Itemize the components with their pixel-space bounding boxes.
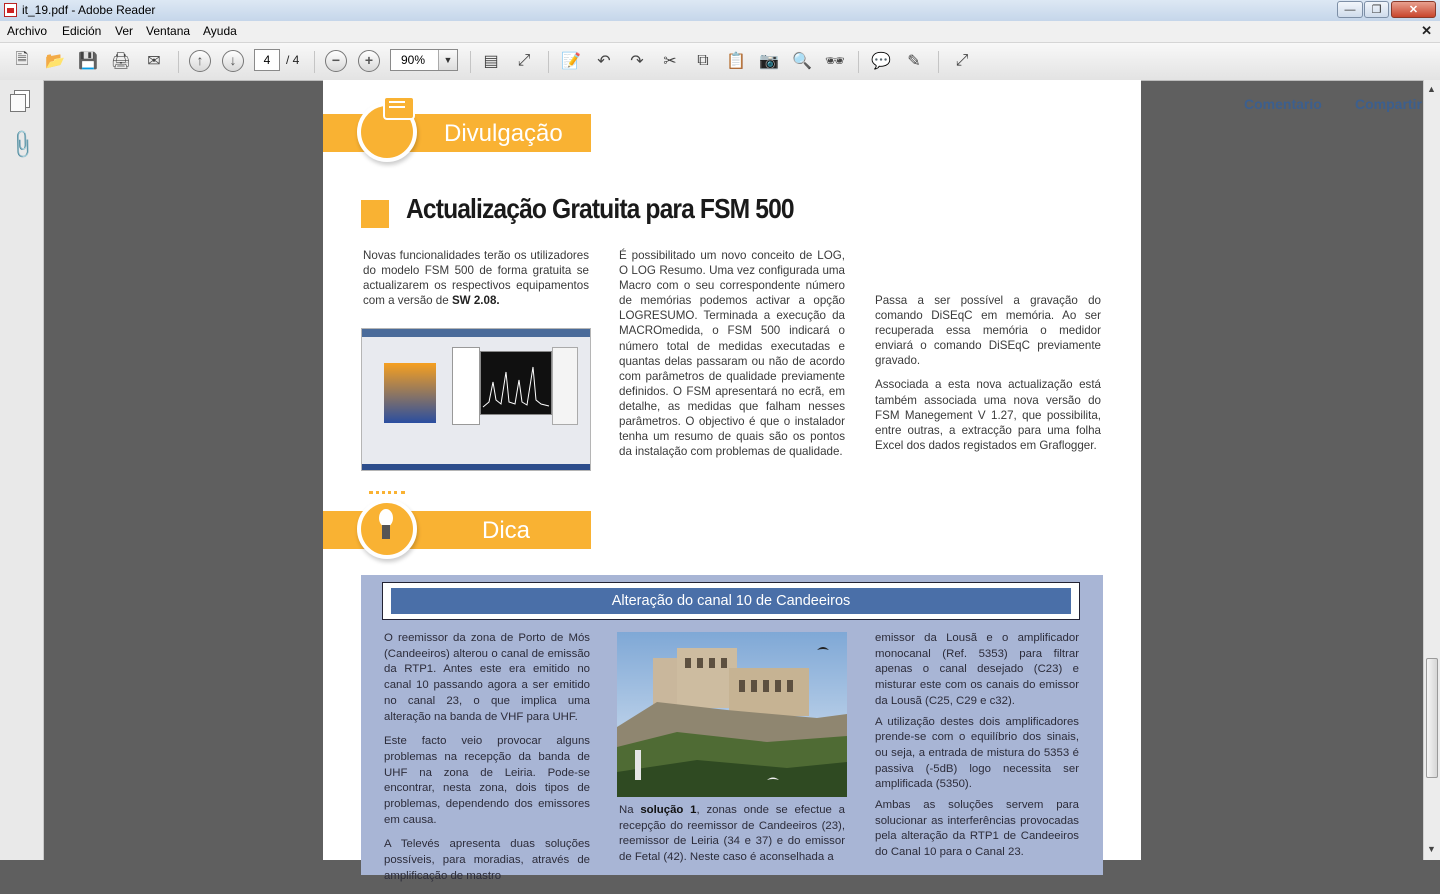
article-title: Actualização Gratuita para FSM 500 [406,193,794,224]
lightbulb-icon [357,499,417,559]
undo-icon[interactable]: ↶ [597,53,611,70]
redo-icon[interactable]: ↷ [630,53,644,70]
menu-archivo[interactable]: Archivo [7,24,48,38]
snapshot-icon[interactable]: 📷 [759,53,779,70]
spell-check-icon[interactable]: 📝 [561,53,581,70]
document-close-icon[interactable]: ✕ [1421,23,1432,38]
dica-col3 [875,631,1079,870]
dica-col1-p2: Este facto veio provocar alguns problemas na recepção da banda de UHF na zona de Leiria. Pode-se encontrar, nesta zona, dois tipos de problemas, dependendo dos emissores em causa. [384,735,590,826]
menu-ventana[interactable]: Ventana [146,24,191,38]
scroll-down-icon[interactable]: ▼ [1427,844,1436,854]
castle-photo [617,632,847,797]
minimize-icon[interactable]: — [1337,1,1363,18]
page-thumbnails-icon[interactable] [10,90,28,110]
paste-icon[interactable]: 📋 [726,53,746,70]
dica-col3-p2: A utilização destes dois amplificadores prende-se com o equilíbrio dos sinais, ou seja, a entrada de mistura do 5353 é passiva (-5dB) logo necessita ser amplificada (5350). [875,715,1079,791]
dica-col1-p1: O reemissor da zona de Porto de Mós (Candeeiros) alterou o canal de emissão da RTP1. Antes este era emitido no canal 10 passando agora a ser emitido no canal 23, o que implica uma alteração na banda de VHF para UHF. [384,632,590,723]
scroll-thumb[interactable] [1426,658,1438,778]
menu-ayuda[interactable]: Ayuda [203,24,237,38]
title-square-marker [361,200,389,228]
section-divulgacao-title: Divulgação [444,120,563,147]
chevron-down-icon[interactable]: ▼ [438,50,457,70]
article-col2 [619,248,845,459]
window-title: it_19.pdf - Adobe Reader [22,3,156,17]
create-pdf-icon[interactable]: 🗎 [15,50,29,68]
col1-version: SW 2.08. [451,294,500,308]
pdf-page [323,80,1141,882]
menu-edicion[interactable]: Edición [62,24,102,38]
dica-col3-p3: Ambas as soluções servem para solucionar as interferências provocadas pela alteração da RTP1 de Candeeiros do Canal 10 para o Canal 23. [875,799,1079,859]
article-col1 [363,248,589,308]
dica-col3-p1: emissor da Lousã e o amplificador monocanal (Ref. 5353) para filtrar apenas o canal desejado (C23) e misturar este com os canais do emissor da Lousã (C25, C29 e c32). [875,632,1079,707]
attachments-icon[interactable]: 📎 [5,128,39,162]
zoom-in-icon[interactable]: + [357,49,381,73]
menu-bar [0,21,1440,43]
share-pane-button[interactable]: Compartir [1355,96,1422,112]
dica-title: Alteração do canal 10 de Candeeiros [391,588,1071,614]
vertical-scrollbar[interactable] [1423,80,1440,860]
navigation-panel [0,80,44,860]
dica-col1-p3: A Televés apresenta duas soluções possíveis, para moradias, através de amplificação de mastro [384,838,590,882]
col3-p2: Associada a esta nova actualização está também associada uma nova versão do FSM Manegement V 1.27, que possibilita, entre outras, a extracção para uma folha Excel dos dados registados em Graflogger. [875,378,1101,452]
toolbar [0,43,1440,112]
fit-width-icon[interactable]: ⤢ [517,52,531,69]
next-page-icon[interactable]: ↓ [221,49,245,73]
maximize-icon[interactable]: ❐ [1364,1,1389,18]
comment-pane-button[interactable]: Comentario [1244,96,1322,112]
dica-col2-bold: solução 1 [640,804,697,816]
scroll-up-icon[interactable]: ▲ [1427,84,1436,94]
window-titlebar [0,0,1440,22]
save-icon[interactable]: 💾 [78,53,98,70]
copy-icon[interactable]: ⧉ [697,52,709,69]
email-icon[interactable]: ✉ [147,53,161,70]
col2-text: É possibilitado um novo conceito de LOG, O LOG Resumo. Uma vez configurada uma Macro com o seu correspondente número de memórias podemos activar a opção LOGRESUMO. Terminada a execução da MACROmedida, o FSM 500 indicará o número total de medidas executadas e quantas delas passaram ou não de acordo com parâmetros de qualidade previamente definidos. O FSM apresentará no ecrã, em detalhe, as medidas que falham nesses parâmetros. O objectivo é que o instalador tenha um resumo de quais são os pontos da instalação com problemas de qualidade. [619,249,845,459]
col3-p1: Passa a ser possível a gravação do comando DiSEqC em memória. Ao ser recuperada essa memória o medidor enviará o comando DiSEqC previamente gravado. [875,294,1101,368]
fit-page-icon[interactable]: ▤ [483,53,499,70]
dica-col2-text: , zonas onde se efectue a recepção do reemissor de Candeeiros (23), reemissor de Leiria (34 e 37) e do emissor de Fetal (42). Neste caso é aconselhada a [619,804,845,864]
dica-box [361,575,1103,882]
pdf-file-icon [4,3,17,17]
cut-icon[interactable]: ✂ [663,53,677,70]
previous-page-icon[interactable]: ↑ [188,49,212,73]
search-icon[interactable]: 🔍 [792,53,812,70]
article-col3 [875,293,1101,462]
dica-col2-prefix: Na [619,804,634,816]
close-window-icon[interactable]: ✕ [1391,1,1436,18]
print-icon[interactable]: 🖨 [110,53,132,70]
find-icon[interactable]: 🕶 [824,53,846,70]
software-screenshot [361,328,591,471]
section-dica-title: Dica [482,517,531,544]
col1-text: Novas funcionalidades terão os utilizadores do modelo FSM 500 de forma gratuita se actualizarem os respectivos equipamentos com a versão de [363,249,589,308]
page-total: / 4 [286,53,300,67]
zoom-value: 90% [401,53,426,67]
speech-bubble-icon [357,102,417,162]
menu-ver[interactable]: Ver [115,24,134,38]
highlight-text-icon[interactable]: ✎ [907,53,921,70]
page-number-input[interactable]: 4 [254,49,280,71]
dica-header [382,582,1080,620]
comment-bubble-icon[interactable]: 💬 [871,53,891,70]
open-icon[interactable]: 📂 [45,53,65,70]
zoom-select[interactable] [390,49,458,71]
full-screen-icon[interactable]: ⤢ [955,52,969,69]
dica-col1 [384,631,590,894]
zoom-out-icon[interactable]: − [324,49,348,73]
dica-col2 [619,803,845,866]
